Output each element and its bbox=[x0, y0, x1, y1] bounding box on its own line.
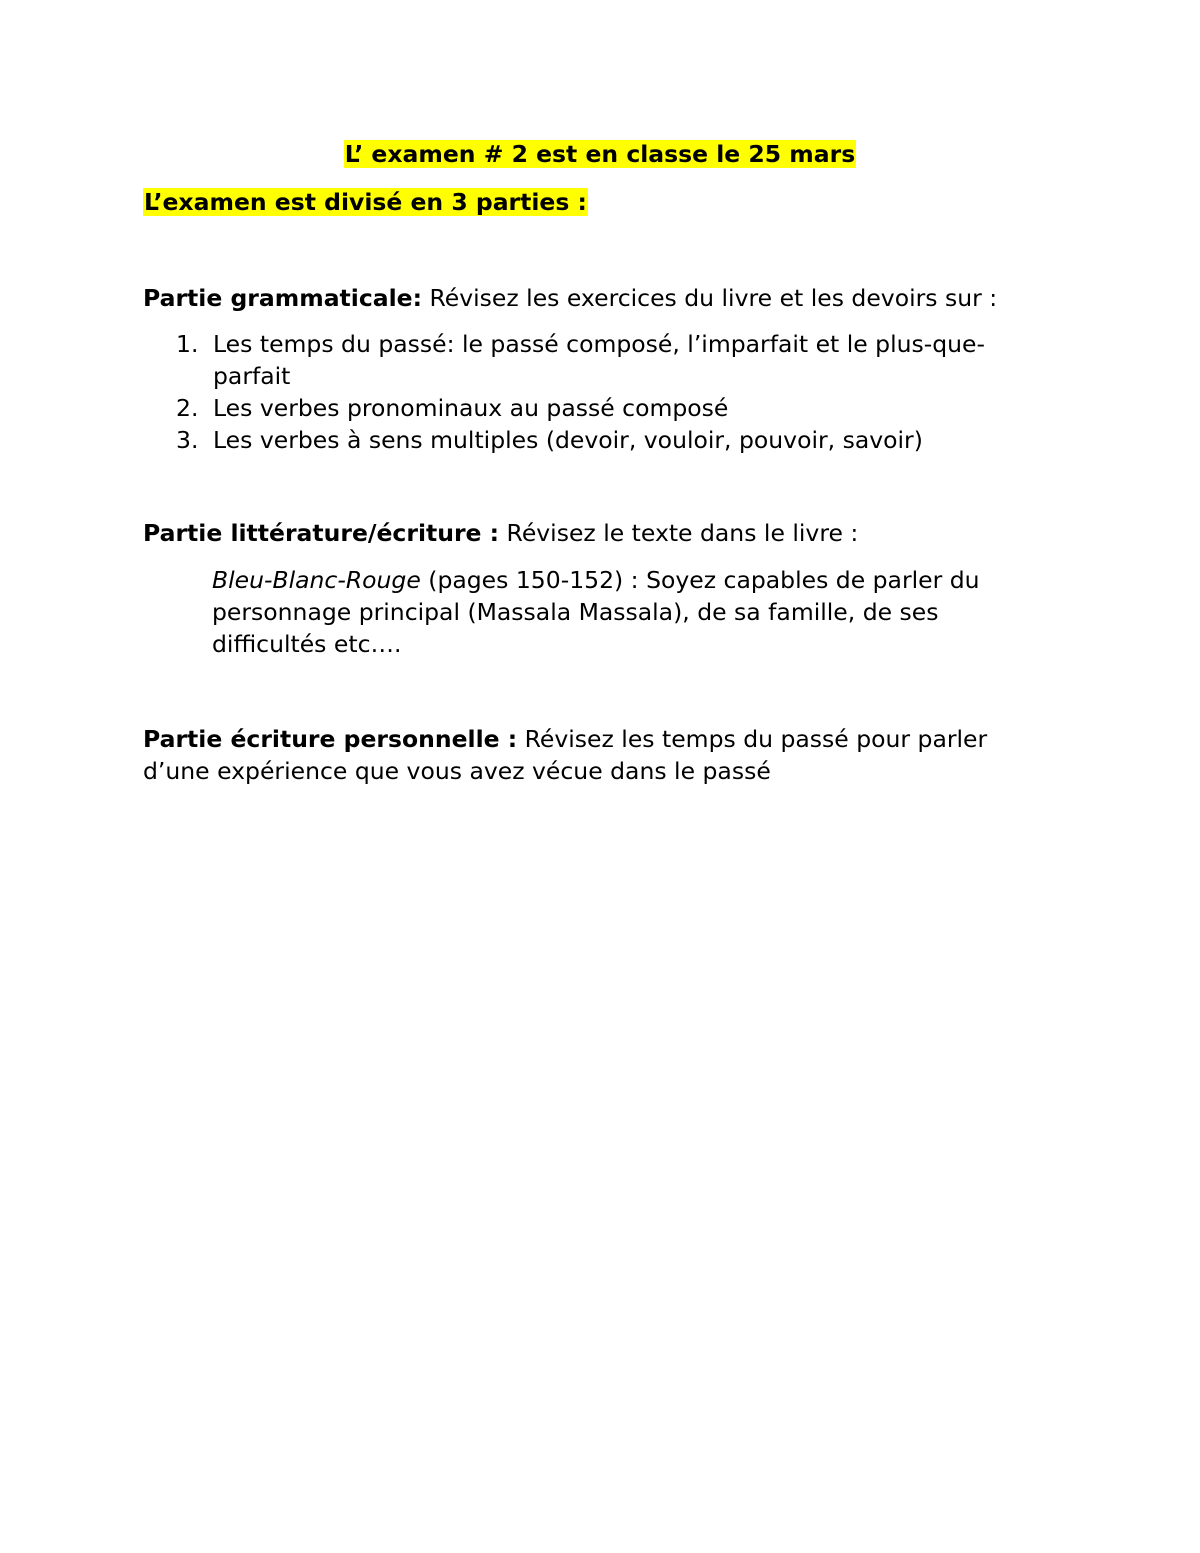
exam-subtitle-text: L’examen est divisé en 3 parties : bbox=[144, 188, 587, 216]
personal-section bbox=[143, 723, 1003, 787]
list-number: 1. bbox=[176, 330, 199, 358]
grammar-text: Révisez les exercices du livre et les devoirs sur : bbox=[422, 284, 998, 312]
literature-book-paragraph bbox=[212, 564, 1002, 660]
personal-text: Révisez les temps du passé pour parler d’une expérience que vous avez vécue dans le passé bbox=[143, 725, 988, 785]
literature-text: Révisez le texte dans le livre : bbox=[499, 519, 859, 547]
list-item-text: Les verbes à sens multiples (devoir, vouloir, pouvoir, savoir) bbox=[213, 426, 923, 454]
literature-heading: Partie littérature/écriture : bbox=[143, 519, 500, 547]
grammar-section-intro bbox=[143, 282, 1023, 314]
book-title: Bleu-Blanc-Rouge bbox=[212, 566, 421, 594]
grammar-heading: Partie grammaticale: bbox=[143, 284, 423, 312]
list-item-text: Les temps du passé: le passé composé, l’imparfait et le plus-que-parfait bbox=[213, 330, 985, 390]
list-number: 2. bbox=[176, 394, 199, 422]
personal-heading: Partie écriture personnelle : bbox=[143, 725, 518, 753]
exam-subtitle bbox=[143, 186, 588, 218]
grammar-list-item bbox=[143, 328, 993, 392]
grammar-list-item bbox=[143, 424, 993, 456]
book-description: (pages 150-152) : Soyez capables de parler du personnage principal (Massala Massala), de sa famille, de ses difficultés etc…. bbox=[212, 566, 980, 658]
grammar-list bbox=[143, 328, 993, 456]
list-item-text: Les verbes pronominaux au passé composé bbox=[213, 394, 729, 422]
grammar-list-item bbox=[143, 392, 993, 424]
list-number: 3. bbox=[176, 426, 199, 454]
exam-title bbox=[0, 138, 1200, 170]
literature-section-intro bbox=[143, 517, 1023, 549]
exam-title-text: L’ examen # 2 est en classe le 25 mars bbox=[344, 140, 856, 168]
